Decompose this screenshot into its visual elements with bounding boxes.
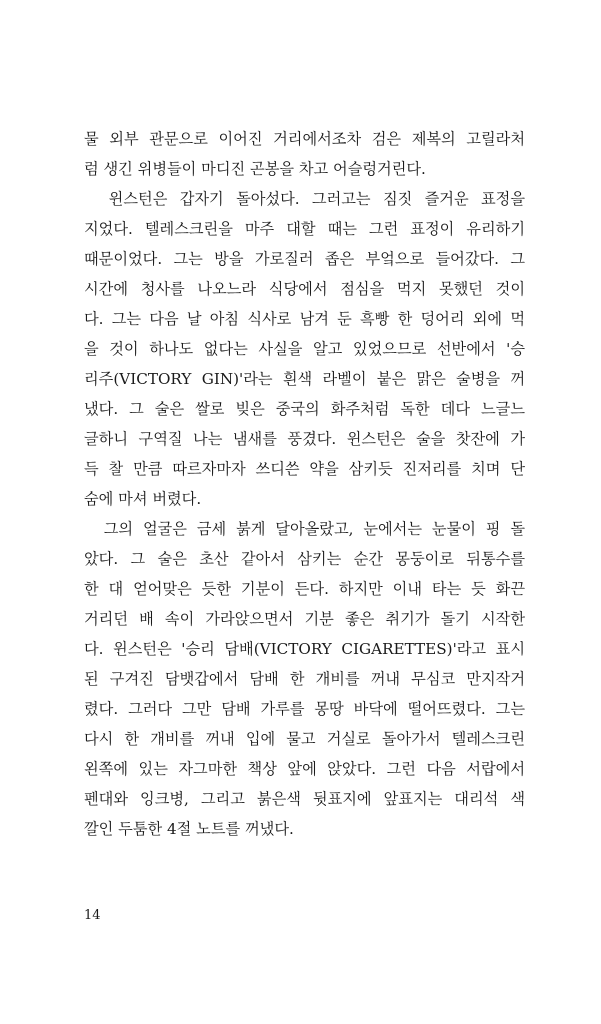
text-line: 글하니 구역질 나는 냄새를 풍겼다. 윈스턴은 술을 찻잔에 가 [84,430,525,448]
text-line: 다. 그는 다음 날 아침 식사로 남겨 둔 흑빵 한 덩어리 외에 먹 [84,310,525,328]
text-line: 냈다. 그 술은 쌀로 빚은 중국의 화주처럼 독한 데다 느글느 [84,400,525,418]
page-number: 14 [84,908,101,923]
text-line: 을 것이 하나도 없다는 사실을 알고 있었으므로 선반에서 '승 [84,340,525,358]
text-line: 지었다. 텔레스크린을 마주 대할 때는 그런 표정이 유리하기 [84,220,525,238]
text-line: 리주(VICTORY GIN)'라는 흰색 라벨이 붙은 맑은 술병을 꺼 [84,370,525,388]
text-line: 왼쪽에 있는 자그마한 책상 앞에 앉았다. 그런 다음 서랍에서 [84,760,525,778]
text-line: 숨에 마셔 버렸다. [84,490,202,508]
text-line: 때문이었다. 그는 방을 가로질러 좁은 부엌으로 들어갔다. 그 [84,250,525,268]
text-line: 윈스턴은 갑자기 돌아섰다. 그러고는 짐짓 즐거운 표정을 [84,190,525,208]
text-line: 렸다. 그러다 그만 담배 가루를 몽땅 바닥에 떨어뜨렸다. 그는 [84,700,525,718]
text-line: 시간에 청사를 나오느라 식당에서 점심을 먹지 못했던 것이 [84,280,525,298]
text-line: 된 구겨진 담뱃갑에서 담배 한 개비를 꺼내 무심코 만지작거 [84,670,525,688]
text-line: 한 대 얻어맞은 듯한 기분이 든다. 하지만 이내 타는 듯 화끈 [84,580,525,598]
text-line: 럼 생긴 위병들이 마디진 곤봉을 차고 어슬렁거린다. [84,160,426,178]
text-line: 다시 한 개비를 꺼내 입에 물고 거실로 돌아가서 텔레스크린 [84,730,525,748]
text-line: 깔인 두툼한 4절 노트를 꺼냈다. [84,820,294,838]
text-line: 물 외부 관문으로 이어진 거리에서조차 검은 제복의 고릴라처 [84,130,525,148]
text-line: 거리던 배 속이 가라앉으면서 기분 좋은 취기가 돌기 시작한 [84,610,525,628]
text-line: 그의 얼굴은 금세 붉게 달아올랐고, 눈에서는 눈물이 핑 돌 [84,520,525,538]
body-text [84,124,525,844]
text-line: 았다. 그 술은 초산 같아서 삼키는 순간 몽둥이로 뒤통수를 [84,550,525,568]
text-line: 펜대와 잉크병, 그리고 붉은색 뒷표지에 앞표지는 대리석 색 [84,790,525,808]
text-line: 다. 윈스턴은 '승리 담배(VICTORY CIGARETTES)'라고 표시 [84,640,525,658]
text-line: 득 찰 만큼 따르자마자 쓰디쓴 약을 삼키듯 진저리를 치며 단 [84,460,525,478]
